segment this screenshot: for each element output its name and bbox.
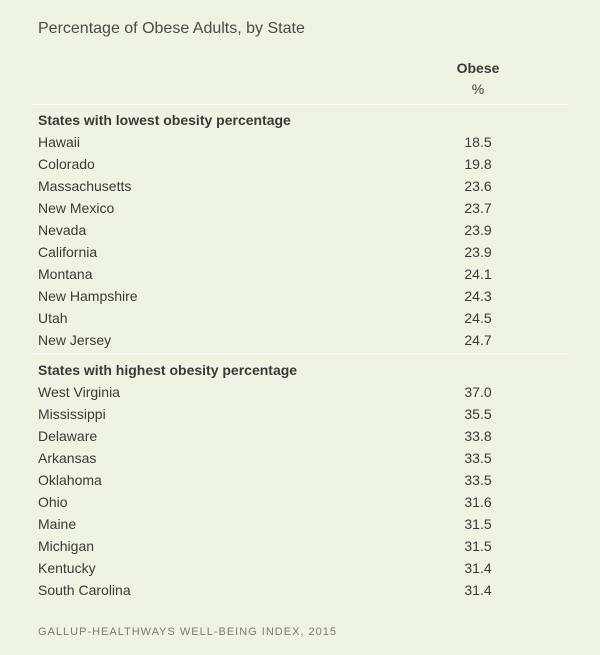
obese-percent: 33.8: [464, 428, 492, 444]
obese-percent: 33.5: [464, 450, 492, 466]
table-row: [38, 560, 538, 582]
table-row: [38, 472, 538, 494]
obese-percent: 31.4: [464, 560, 492, 576]
state-name: Nevada: [38, 222, 87, 238]
obese-percent: 35.5: [464, 406, 492, 422]
table-row: [38, 538, 538, 560]
state-name: Montana: [38, 266, 93, 282]
section-title-lowest: States with lowest obesity percentage: [38, 112, 291, 128]
table-row: [38, 310, 538, 332]
obese-percent: 23.9: [464, 244, 492, 260]
state-name: Hawaii: [38, 134, 81, 150]
obese-percent: 31.5: [464, 538, 492, 554]
state-name: Ohio: [38, 494, 68, 510]
state-name: Massachusetts: [38, 178, 132, 194]
obese-percent: 24.5: [464, 310, 492, 326]
state-name: New Mexico: [38, 200, 115, 216]
obese-percent: 37.0: [464, 384, 492, 400]
obese-percent: 31.4: [464, 582, 492, 598]
obese-percent: 31.5: [464, 516, 492, 532]
obese-percent: 23.7: [464, 200, 492, 216]
state-name: New Hampshire: [38, 288, 138, 304]
state-name: Kentucky: [38, 560, 96, 576]
state-name: Mississippi: [38, 406, 106, 422]
state-name: Michigan: [38, 538, 95, 554]
source-note: GALLUP-HEALTHWAYS WELL-BEING INDEX, 2015: [38, 626, 337, 638]
table-row: [38, 178, 538, 200]
obese-percent: 24.7: [464, 332, 492, 348]
table-row: [38, 384, 538, 406]
table-row: [38, 200, 538, 222]
state-name: Delaware: [38, 428, 98, 444]
state-name: West Virginia: [38, 384, 120, 400]
state-name: Arkansas: [38, 450, 97, 466]
table-row: [38, 332, 538, 354]
state-name: South Carolina: [38, 582, 131, 598]
table-row: [38, 516, 538, 538]
table-row: [38, 156, 538, 178]
section-divider: [32, 353, 568, 354]
section-title-highest: States with highest obesity percentage: [38, 362, 298, 378]
table-row: [38, 406, 538, 428]
table-row: [38, 494, 538, 516]
state-name: New Jersey: [38, 332, 112, 348]
state-name: Oklahoma: [38, 472, 102, 488]
state-name: Colorado: [38, 156, 95, 172]
header-divider: [32, 104, 568, 105]
state-name: Utah: [38, 310, 68, 326]
table-row: [38, 582, 538, 604]
column-header-unit: %: [471, 81, 485, 97]
table-row: [38, 134, 538, 156]
obese-percent: 31.6: [464, 494, 492, 510]
table-row: [38, 288, 538, 310]
table-row: [38, 450, 538, 472]
table-row: [38, 428, 538, 450]
state-name: California: [38, 244, 98, 260]
obese-percent: 24.3: [464, 288, 492, 304]
table-row: [38, 266, 538, 288]
obese-percent: 23.9: [464, 222, 492, 238]
column-header-obese: Obese: [456, 60, 500, 76]
table-title: Percentage of Obese Adults, by State: [38, 20, 305, 37]
table-row: [38, 244, 538, 266]
obese-percent: 24.1: [464, 266, 492, 282]
state-name: Maine: [38, 516, 77, 532]
table-row: [38, 222, 538, 244]
obese-percent: 33.5: [464, 472, 492, 488]
obese-percent: 18.5: [464, 134, 492, 150]
obese-percent: 19.8: [464, 156, 492, 172]
obese-percent: 23.6: [464, 178, 492, 194]
